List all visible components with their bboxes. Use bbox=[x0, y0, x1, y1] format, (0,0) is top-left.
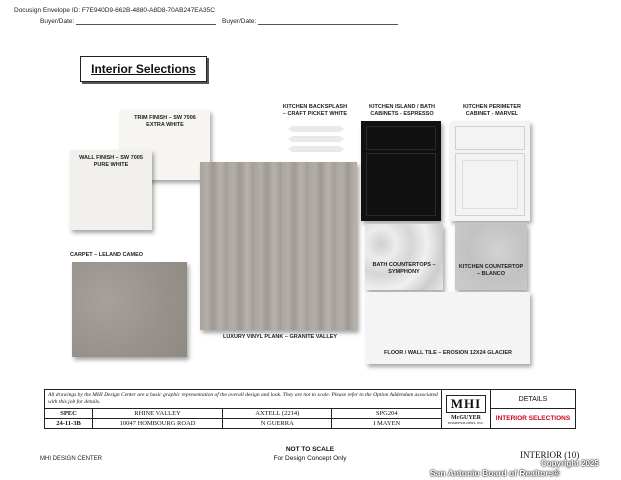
page-title-box bbox=[80, 56, 207, 82]
logo-mark: MHI bbox=[446, 395, 486, 413]
perimeter-drawer-front bbox=[455, 126, 525, 150]
kitchen-countertop-swatch bbox=[455, 224, 527, 290]
carpet-label: CARPET – LELAND CAMEO bbox=[70, 252, 144, 258]
buyer-date-label-1: Buyer/Date: bbox=[40, 18, 75, 25]
page-title: Interior Selections bbox=[91, 62, 196, 76]
perimeter-door-panel bbox=[462, 160, 518, 209]
vinyl-plank-label: LUXURY VINYL PLANK – GRANITE VALLEY bbox=[222, 334, 338, 340]
address: 10047 HOMBOURG ROAD bbox=[93, 419, 223, 429]
mhi-logo bbox=[442, 390, 491, 429]
buyer-date-label-2: Buyer/Date: bbox=[222, 18, 257, 25]
spec-label: SPEC bbox=[45, 409, 93, 419]
island-drawer-front bbox=[366, 126, 436, 150]
plan-name: RHINE VALLEY bbox=[93, 409, 223, 419]
buyer-date-2 bbox=[222, 17, 398, 25]
backsplash-picket-3 bbox=[288, 146, 344, 152]
mhi-design-center: MHI DESIGN CENTER bbox=[40, 456, 103, 462]
job-number: 24-11-3B bbox=[45, 419, 93, 429]
disclaimer: All drawings by the MHI Design Center are a basic graphic representation of the overall design and look. They are not to scale. Please refer to the Option Addendum associated with this job for details. bbox=[45, 390, 442, 409]
logo-company: McGUYER bbox=[451, 415, 481, 421]
trim-finish-label: TRIM FINISH – SW 7006 EXTRA WHITE bbox=[134, 115, 196, 128]
elevation: AXTELL (2214) bbox=[223, 409, 332, 419]
island-cabinet-label: KITCHEN ISLAND / BATH CABINETS - ESPRESSO bbox=[369, 104, 435, 117]
envelope-id: Docusign Envelope ID: F7E940D9-662B-4880-A8D8-70AB247EA35C bbox=[14, 7, 215, 14]
design-concept-only: For Design Concept Only bbox=[273, 455, 347, 462]
plan-code: SPG204 bbox=[332, 409, 442, 419]
backsplash-picket-2 bbox=[288, 136, 344, 142]
floor-wall-tile-label: FLOOR / WALL TILE – EROSION 12X24 GLACIER bbox=[384, 350, 512, 356]
title-block bbox=[44, 389, 576, 429]
buyer-date-line-2 bbox=[258, 17, 398, 25]
backsplash-label: KITCHEN BACKSPLASH – CRAFT PICKET WHITE bbox=[282, 104, 348, 117]
wall-finish-label: WALL FINISH – SW 7005 PURE WHITE bbox=[79, 155, 143, 168]
backsplash-swatch bbox=[286, 126, 348, 154]
details-header: DETAILS bbox=[491, 390, 576, 409]
island-door-front bbox=[366, 153, 436, 216]
kitchen-countertop-label: KITCHEN COUNTERTOP – BLANCO bbox=[458, 264, 524, 277]
perimeter-cabinet-label: KITCHEN PERIMETER CABINET - MARVEL bbox=[462, 104, 522, 117]
vinyl-plank-swatch bbox=[200, 162, 357, 330]
buyer-date-1 bbox=[40, 17, 216, 25]
board-watermark: San Antonio Board of Realtors® bbox=[430, 468, 560, 478]
perimeter-cabinet-swatch bbox=[450, 121, 530, 221]
details-value: INTERIOR SELECTIONS bbox=[491, 409, 576, 429]
bath-countertop-swatch bbox=[365, 224, 443, 290]
carpet-swatch bbox=[72, 262, 187, 357]
backsplash-picket-1 bbox=[288, 126, 344, 132]
page-label: INTERIOR (10) bbox=[520, 450, 580, 460]
sales-rep: I MAYEN bbox=[332, 419, 442, 429]
logo-company-sub: HOMEBUILDERS, INC. bbox=[447, 421, 485, 425]
island-cabinet-swatch bbox=[361, 121, 441, 221]
buyer-date-line-1 bbox=[76, 17, 216, 25]
perimeter-door-front bbox=[455, 153, 525, 216]
copyright-watermark: Copyright 2025 bbox=[541, 459, 599, 468]
designer: N GUERRA bbox=[223, 419, 332, 429]
not-to-scale: NOT TO SCALE bbox=[285, 446, 335, 453]
bath-countertop-label: BATH COUNTERTOPS – SYMPHONY bbox=[372, 262, 436, 275]
